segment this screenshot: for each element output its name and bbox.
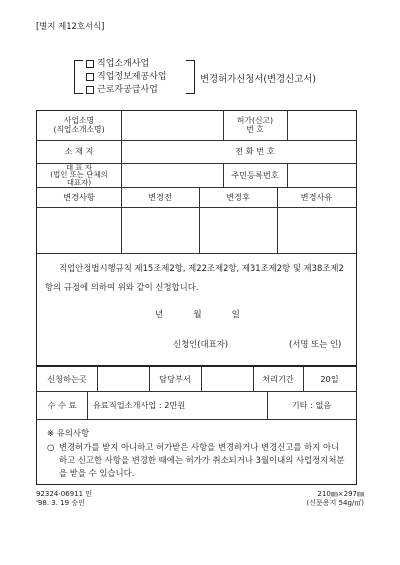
form-title-block: [70, 56, 370, 102]
fee-label: 수 수 료: [47, 399, 77, 410]
right-bracket: [186, 60, 195, 94]
resident-number-field[interactable]: [287, 163, 356, 187]
approval-number: 92324-06911 민 '98. 3. 19 승인: [36, 490, 93, 507]
title-option-job-info: [86, 69, 167, 82]
location-field[interactable]: [121, 140, 223, 163]
change-item-field[interactable]: [37, 207, 121, 253]
notes-title: ※ 유의사항: [47, 428, 90, 438]
title-option-job-placement: [86, 56, 149, 69]
signature-label: (서명 또는 인): [289, 339, 342, 349]
permit-number-field[interactable]: [287, 111, 356, 140]
form-number-label: [별지 제12호서식]: [36, 21, 105, 31]
title-option-label: 직업소개사업: [97, 59, 150, 69]
month-label: 월: [193, 310, 202, 320]
change-reason-field[interactable]: [277, 207, 356, 253]
notes-body: [47, 441, 347, 480]
processing-table: [36, 366, 357, 485]
left-bracket: [74, 60, 83, 94]
date-line: [37, 308, 358, 320]
change-reason-header: 변경사유: [300, 191, 333, 202]
form-title: 변경허가신청서(변경신고서): [200, 74, 316, 85]
row-divider: [37, 253, 356, 254]
bullet-icon: ○: [47, 442, 55, 452]
day-label: 일: [231, 310, 240, 320]
row-divider: [37, 419, 356, 420]
business-name-label: 사업소명 (직업소개소명): [53, 116, 105, 134]
title-option-label: 근로자공급사업: [97, 85, 158, 95]
processing-period-value: 20일: [320, 373, 339, 384]
title-option-label: 직업정보제공사업: [97, 72, 167, 82]
year-label: 년: [155, 310, 164, 320]
fee-value: 유료직업소개사업 : 2만원: [93, 399, 186, 410]
representative-label: 대 표 자 (법인 또는 단체의 대표자): [50, 163, 108, 187]
title-option-worker-supply: [86, 82, 158, 95]
change-item-header: 변경사항: [63, 191, 95, 202]
resident-number-label: 주민등록번호: [231, 169, 279, 180]
phone-field[interactable]: [287, 140, 356, 163]
applicant-label: 신청인(대표자): [173, 339, 229, 349]
before-change-field[interactable]: [121, 207, 199, 253]
submit-to-field[interactable]: [97, 367, 149, 391]
fee-other: 기타 : 없음: [291, 399, 332, 410]
business-name-field[interactable]: [121, 111, 223, 140]
representative-field[interactable]: [121, 163, 223, 187]
checkbox-icon: [86, 86, 94, 94]
paper-spec: 210㎜×297㎜ (신문용지 54g/㎡): [306, 490, 364, 507]
checkbox-icon: [86, 60, 94, 68]
after-change-header: 변경후: [226, 191, 250, 202]
phone-label: 전 화 번 호: [235, 146, 275, 157]
permit-number-label: 허가(신고) 번 호: [236, 116, 274, 134]
notes-text: 변경허가를 받지 아니하고 허가받은 사항을 변경하거나 변경신고를 하지 아니하고 신고한 사항을 변경한 때에는 허가가 취소되거나 3월이내의 사업정지처분을 받을 수 있습니다.: [59, 442, 345, 478]
checkbox-icon: [86, 73, 94, 81]
application-statement: 직업안정법시행규칙 제15조제2항, 제22조제2항, 제31조제2항 및 제38조제2항의 규정에 의하여 위와 같이 신청합니다.: [45, 263, 344, 292]
after-change-field[interactable]: [199, 207, 277, 253]
application-table: [36, 110, 357, 366]
department-label: 담당부서: [159, 373, 191, 384]
department-field[interactable]: [201, 367, 253, 391]
before-change-header: 변경전: [148, 191, 172, 202]
location-label: 소 재 지: [64, 146, 94, 157]
submit-to-label: 신청하는곳: [47, 373, 87, 384]
processing-period-label: 처리기간: [262, 373, 294, 384]
